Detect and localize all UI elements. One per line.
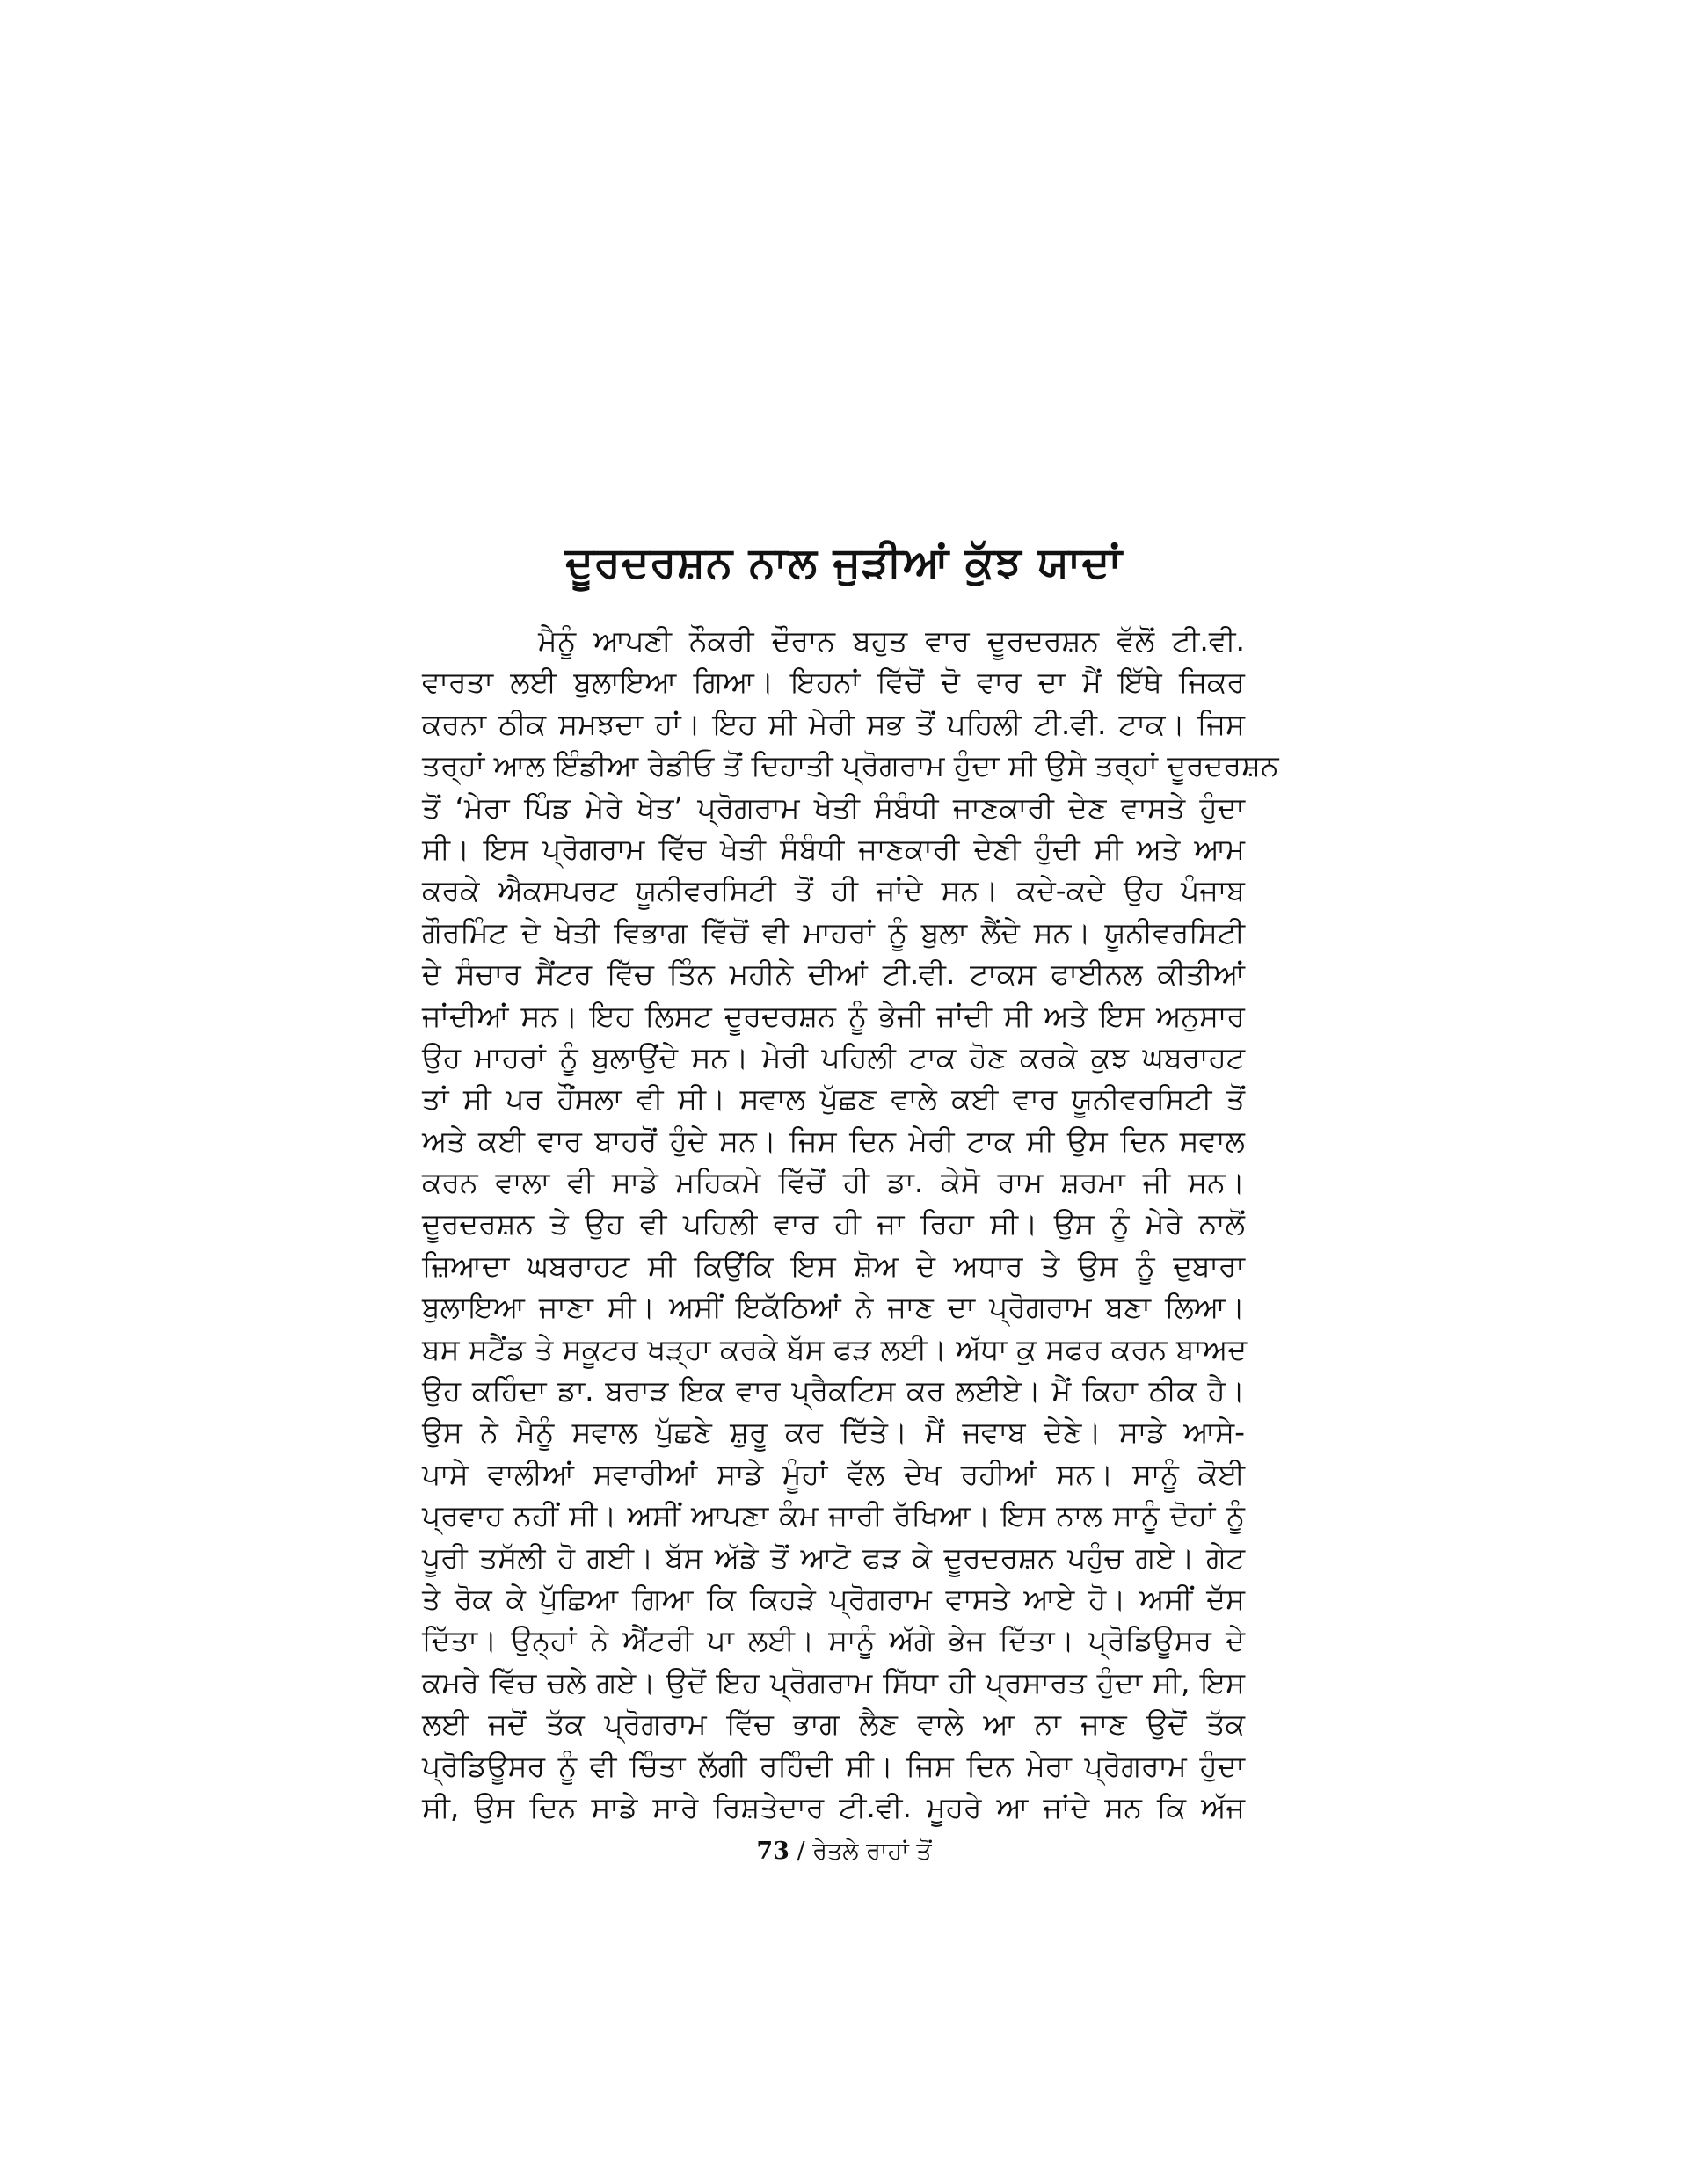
text-line: ਕਮਰੇ ਵਿੱਚ ਚਲੇ ਗਏ। ਉਦੋਂ ਇਹ ਪ੍ਰੋਗਰਾਮ ਸਿੱਧਾ ਹੀ ਪ੍ਰਸਾਰਤ ਹੁੰਦਾ ਸੀ, ਇਸ bbox=[422, 1664, 1245, 1700]
page-footer bbox=[422, 1836, 1266, 1867]
text-line: ਕਰਕੇ ਐਕਸਪਰਟ ਯੂਨੀਵਰਸਿਟੀ ਤੋਂ ਹੀ ਜਾਂਦੇ ਸਨ। ਕਦੇ-ਕਦੇ ਉਹ ਪੰਜਾਬ bbox=[422, 873, 1245, 908]
text-line: ਤੋਂ ‘ਮੇਰਾ ਪਿੰਡ ਮੇਰੇ ਖੇਤ’ ਪ੍ਰੋਗਰਾਮ ਖੇਤੀ ਸੰਬੰਧੀ ਜਾਣਕਾਰੀ ਦੇਣ ਵਾਸਤੇ ਹੁੰਦਾ bbox=[422, 790, 1245, 825]
text-line: ਸੀ। ਇਸ ਪ੍ਰੋਗਰਾਮ ਵਿੱਚ ਖੇਤੀ ਸੰਬੰਧੀ ਜਾਣਕਾਰੀ ਦੇਣੀ ਹੁੰਦੀ ਸੀ ਅਤੇ ਆਮ bbox=[422, 831, 1245, 866]
text-line: ਅਤੇ ਕਈ ਵਾਰ ਬਾਹਰੋਂ ਹੁੰਦੇ ਸਨ। ਜਿਸ ਦਿਨ ਮੇਰੀ ਟਾਕ ਸੀ ਉਸ ਦਿਨ ਸਵਾਲ bbox=[422, 1123, 1245, 1158]
text-line: ਕਰਨਾ ਠੀਕ ਸਮਝਦਾ ਹਾਂ। ਇਹ ਸੀ ਮੇਰੀ ਸਭ ਤੋਂ ਪਹਿਲੀ ਟੀ.ਵੀ. ਟਾਕ। ਜਿਸ bbox=[422, 706, 1245, 741]
text-line: ਉਹ ਕਹਿੰਦਾ ਡਾ. ਬਰਾੜ ਇਕ ਵਾਰ ਪ੍ਰੈਕਟਿਸ ਕਰ ਲਈਏ। ਮੈਂ ਕਿਹਾ ਠੀਕ ਹੈ। bbox=[422, 1373, 1245, 1409]
text-line: ਬਸ ਸਟੈਂਡ ਤੇ ਸਕੂਟਰ ਖੜ੍ਹਾ ਕਰਕੇ ਬੱਸ ਫੜ ਲਈ। ਅੱਧਾ ਕੁ ਸਫਰ ਕਰਨ ਬਾਅਦ bbox=[422, 1331, 1248, 1366]
text-line: ਤਰ੍ਹਾਂ ਆਲ ਇੰਡੀਆ ਰੇਡੀਓ ਤੋਂ ਦਿਹਾਤੀ ਪ੍ਰੋਗਰਾਮ ਹੁੰਦਾ ਸੀ ਉਸੇ ਤਰ੍ਹਾਂ ਦੂਰਦਰਸ਼ਨ bbox=[422, 748, 1279, 783]
text-line: ਮੈਨੂੰ ਆਪਣੀ ਨੌਕਰੀ ਦੌਰਾਨ ਬਹੁਤ ਵਾਰ ਦੂਰਦਰਸ਼ਨ ਵੱਲੋਂ ਟੀ.ਵੀ. bbox=[538, 623, 1245, 658]
text-line: ਜ਼ਿਆਦਾ ਘਬਰਾਹਟ ਸੀ ਕਿਉਂਕਿ ਇਸ ਸ਼ੋਅ ਦੇ ਅਧਾਰ ਤੇ ਉਸ ਨੂੰ ਦੁਬਾਰਾ bbox=[422, 1248, 1245, 1283]
text-line: ਗੌਰਮਿੰਟ ਦੇ ਖੇਤੀ ਵਿਭਾਗ ਵਿੱਚੋਂ ਵੀ ਮਾਹਰਾਂ ਨੂੰ ਬੁਲਾ ਲੈਂਦੇ ਸਨ। ਯੂਨੀਵਰਸਿਟੀ bbox=[422, 914, 1245, 950]
text-line: ਤਾਂ ਸੀ ਪਰ ਹੌਂਸਲਾ ਵੀ ਸੀ। ਸਵਾਲ ਪੁੱਛਣ ਵਾਲੇ ਕਈ ਵਾਰ ਯੂਨੀਵਰਸਿਟੀ ਤੋਂ bbox=[422, 1081, 1245, 1117]
text-line: ਸੀ, ਉਸ ਦਿਨ ਸਾਡੇ ਸਾਰੇ ਰਿਸ਼ਤੇਦਾਰ ਟੀ.ਵੀ. ਮੂਹਰੇ ਆ ਜਾਂਦੇ ਸਨ ਕਿ ਅੱਜ bbox=[422, 1789, 1245, 1824]
text-line: ਦੂਰਦਰਸ਼ਨ ਤੇ ਉਹ ਵੀ ਪਹਿਲੀ ਵਾਰ ਹੀ ਜਾ ਰਿਹਾ ਸੀ। ਉਸ ਨੂੰ ਮੇਰੇ ਨਾਲੋਂ bbox=[422, 1206, 1245, 1241]
text-line: ਉਸ ਨੇ ਮੈਨੂੰ ਸਵਾਲ ਪੁੱਛਣੇ ਸ਼ੁਰੂ ਕਰ ਦਿੱਤੇ। ਮੈਂ ਜਵਾਬ ਦੇਣੇ। ਸਾਡੇ ਆਸੇ- bbox=[422, 1415, 1245, 1450]
text-line: ਤੇ ਰੋਕ ਕੇ ਪੁੱਛਿਆ ਗਿਆ ਕਿ ਕਿਹੜੇ ਪ੍ਰੋਗਰਾਮ ਵਾਸਤੇ ਆਏ ਹੋ। ਅਸੀਂ ਦੱਸ bbox=[422, 1581, 1245, 1616]
page-number: 73 bbox=[756, 1838, 789, 1865]
text-line: ਕਰਨ ਵਾਲਾ ਵੀ ਸਾਡੇ ਮਹਿਕਮੇ ਵਿੱਚੋਂ ਹੀ ਡਾ. ਕੇਸੋ ਰਾਮ ਸ਼ਰਮਾ ਜੀ ਸਨ। bbox=[422, 1165, 1245, 1200]
text-line: ਪਾਸੇ ਵਾਲੀਆਂ ਸਵਾਰੀਆਂ ਸਾਡੇ ਮੂੰਹਾਂ ਵੱਲ ਦੇਖ ਰਹੀਆਂ ਸਨ। ਸਾਨੂੰ ਕੋਈ bbox=[422, 1456, 1245, 1491]
text-line: ਪ੍ਰੋਡਿਊਸਰ ਨੂੰ ਵੀ ਚਿੰਤਾ ਲੱਗੀ ਰਹਿੰਦੀ ਸੀ। ਜਿਸ ਦਿਨ ਮੇਰਾ ਪ੍ਰੋਗਰਾਮ ਹੁੰਦਾ bbox=[422, 1748, 1245, 1783]
text-line: ਵਾਰਤਾ ਲਈ ਬੁਲਾਇਆ ਗਿਆ। ਇਹਨਾਂ ਵਿੱਚੋਂ ਦੋ ਵਾਰ ਦਾ ਮੈਂ ਇੱਥੇ ਜਿਕਰ bbox=[422, 665, 1245, 700]
chapter-title: ਦੂਰਦਰਸ਼ਨ ਨਾਲ ਜੁੜੀਆਂ ਕੁੱਝ ਯਾਦਾਂ bbox=[565, 538, 1123, 587]
body-text bbox=[422, 620, 1279, 1828]
text-line: ਲਈ ਜਦੋਂ ਤੱਕ ਪ੍ਰੋਗਰਾਮ ਵਿੱਚ ਭਾਗ ਲੈਣ ਵਾਲੇ ਆ ਨਾ ਜਾਣ ਉਦੋਂ ਤੱਕ bbox=[422, 1707, 1245, 1742]
book-title: ਰੇਤਲੇ ਰਾਹਾਂ ਤੋਂ bbox=[812, 1838, 932, 1865]
footer-separator: / bbox=[797, 1838, 805, 1865]
text-line: ਪ੍ਰਵਾਹ ਨਹੀਂ ਸੀ। ਅਸੀਂ ਆਪਣਾ ਕੰਮ ਜਾਰੀ ਰੱਖਿਆ। ਇਸ ਨਾਲ ਸਾਨੂੰ ਦੋਹਾਂ ਨੂੰ bbox=[422, 1498, 1245, 1533]
text-line: ਬੁਲਾਇਆ ਜਾਣਾ ਸੀ। ਅਸੀਂ ਇਕੱਠਿਆਂ ਨੇ ਜਾਣ ਦਾ ਪ੍ਰੋਗਰਾਮ ਬਣਾ ਲਿਆ। bbox=[422, 1290, 1245, 1325]
text-line: ਉਹ ਮਾਹਰਾਂ ਨੂੰ ਬੁਲਾਉਂਦੇ ਸਨ। ਮੇਰੀ ਪਹਿਲੀ ਟਾਕ ਹੋਣ ਕਰਕੇ ਕੁਝ ਘਬਰਾਹਟ bbox=[422, 1039, 1245, 1074]
text-line: ਪੂਰੀ ਤਸੱਲੀ ਹੋ ਗਈ। ਬੱਸ ਅੱਡੇ ਤੋਂ ਆਟੋ ਫੜ ਕੇ ਦੂਰਦਰਸ਼ਨ ਪਹੁੰਚ ਗਏ। ਗੇਟ bbox=[422, 1540, 1245, 1575]
text-line: ਦੇ ਸੰਚਾਰ ਸੈਂਟਰ ਵਿੱਚ ਤਿੰਨ ਮਹੀਨੇ ਦੀਆਂ ਟੀ.ਵੀ. ਟਾਕਸ ਫਾਈਨਲ ਕੀਤੀਆਂ bbox=[422, 957, 1245, 992]
text-line: ਦਿੱਤਾ। ਉਨ੍ਹਾਂ ਨੇ ਐਂਟਰੀ ਪਾ ਲਈ। ਸਾਨੂੰ ਅੱਗੇ ਭੇਜ ਦਿੱਤਾ। ਪ੍ਰੋਡਿਊਸਰ ਦੇ bbox=[422, 1623, 1245, 1658]
text-line: ਜਾਂਦੀਆਂ ਸਨ। ਇਹ ਲਿਸਟ ਦੂਰਦਰਸ਼ਨ ਨੂੰ ਭੇਜੀ ਜਾਂਦੀ ਸੀ ਅਤੇ ਇਸ ਅਨੁਸਾਰ bbox=[422, 998, 1245, 1033]
